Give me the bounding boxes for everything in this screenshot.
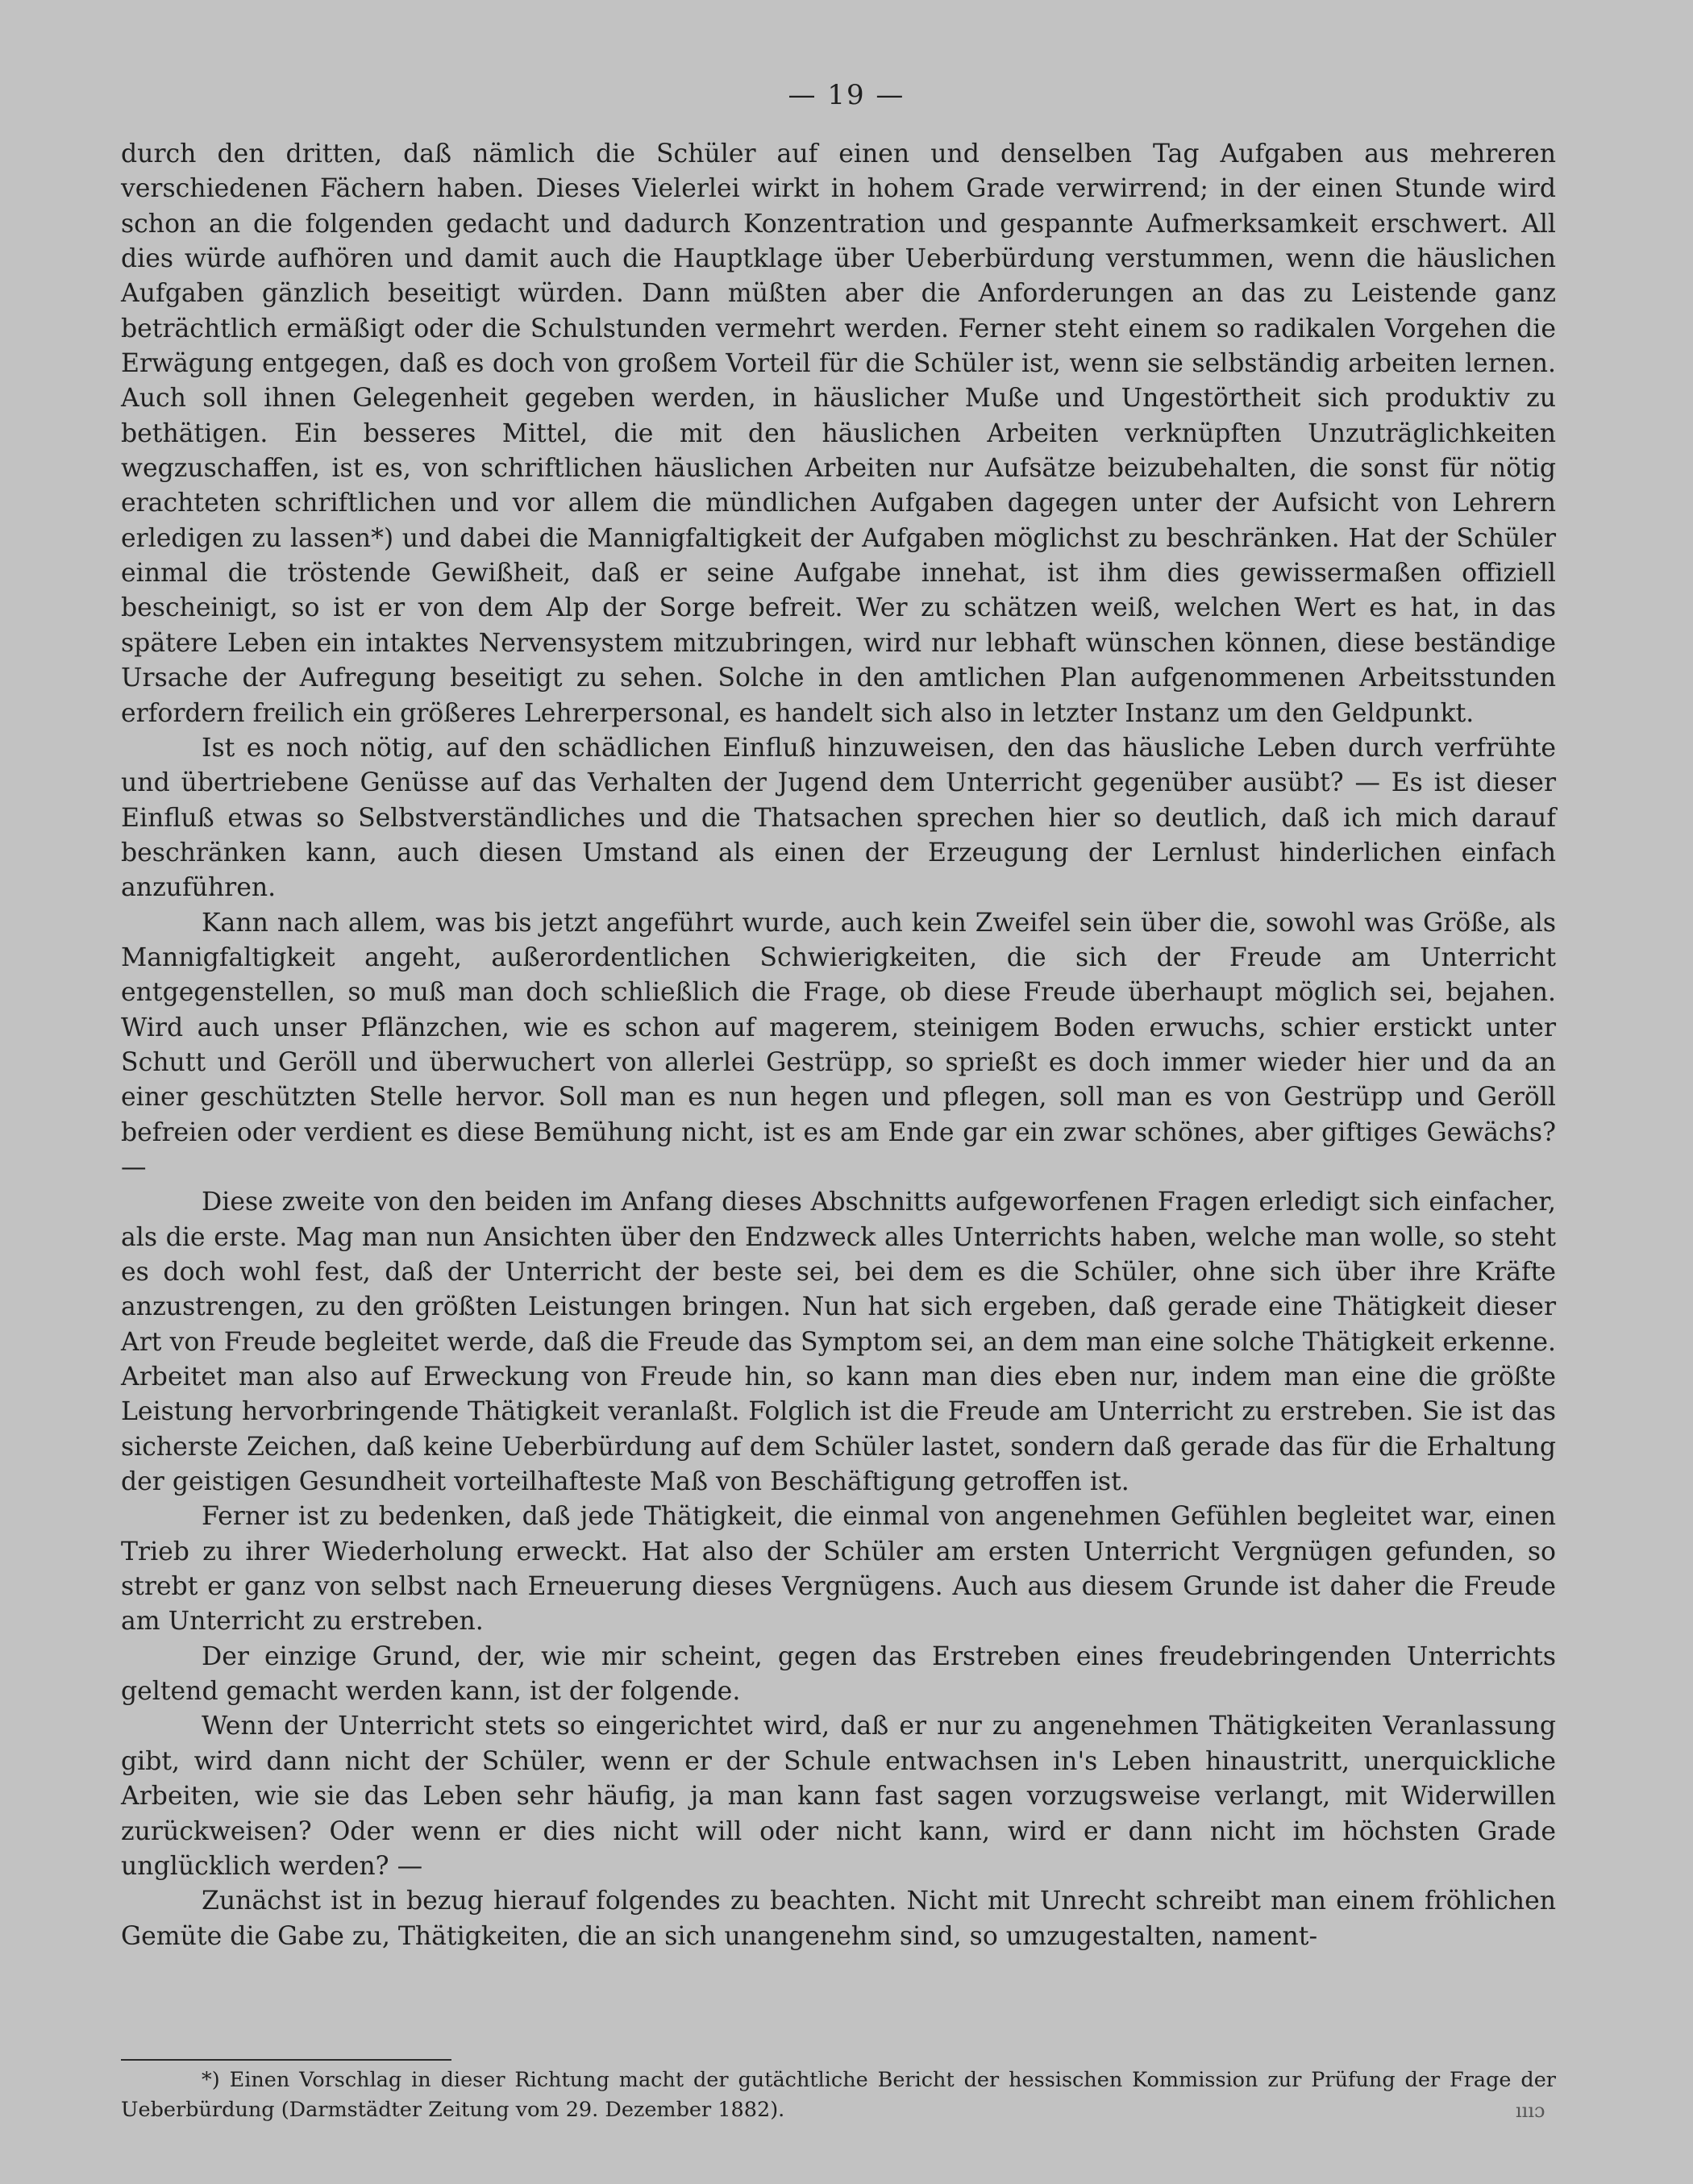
- paragraph: Kann nach allem, was bis jetzt angeführt wurde, auch kein Zweifel sein über die, sowohl was Größe, als Mannigfaltigkeit angeht, außerordentlichen Schwierigkeiten, die sich der Freude am Unterricht entgegenstellen, so muß man doch schließlich die Frage, ob diese Freude überhaupt möglich sei, bejahen. Wird auch unser Pflänzchen, wie es schon auf magerem, steinigem Boden erwuchs, schier erstickt unter Schutt und Geröll und überwuchert von allerlei Gestrüpp, so sprießt es doch immer wieder hier und da an einer geschützten Stelle hervor. Soll man es nun hegen und pflegen, soll man es von Gestrüpp und Geröll befreien oder verdient es diese Bemühung nicht, ist es am Ende gar ein zwar schönes, aber giftiges Gewächs? —: [121, 908, 1556, 1182]
- footnote-divider: [121, 2059, 451, 2061]
- paragraph: Wenn der Unterricht stets so eingerichtet wird, daß er nur zu angenehmen Thätigkeiten Veranlassung gibt, wird dann nicht der Schüler, wenn er der Schule entwachsen in's Leben hinaustritt, unerquickliche Arbeiten, wie sie das Leben sehr häufig, ja man kann fast sagen vorzugsweise verlangt, mit Widerwillen zurückweisen? Oder wenn er dies nicht will oder nicht kann, wird er dann nicht im höchsten Grade unglücklich werden? —: [121, 1712, 1556, 1881]
- paragraph: Der einzige Grund, der, wie mir scheint, gegen das Erstreben eines freudebringenden Unterrichts geltend gemacht werden kann, ist der folgende.: [121, 1641, 1556, 1707]
- body-text: [121, 137, 1556, 1954]
- footnote: [121, 2065, 1556, 2125]
- page-number: — 19 —: [788, 79, 905, 111]
- footnote-text: *) Einen Vorschlag in dieser Richtung macht der gutächtliche Bericht der hessischen Kommission zur Prüfung der Frage der Ueberbürdung (Darmstädter Zeitung vom 29. Dezember 1882).: [121, 2068, 1556, 2122]
- paragraph: Ferner ist zu bedenken, daß jede Thätigkeit, die einmal von angenehmen Gefühlen begleitet war, einen Trieb zu ihrer Wiederholung erweckt. Hat also der Schüler am ersten Unterricht Vergnügen gefunden, so strebt er ganz von selbst nach Erneuerung dieses Vergnügens. Auch aus diesem Grunde ist daher die Freude am Unterricht zu erstreben.: [121, 1502, 1556, 1637]
- paragraph: durch den dritten, daß nämlich die Schüler auf einen und denselben Tag Aufgaben aus mehreren verschiedenen Fächern haben. Dieses Vielerlei wirkt in hohem Grade verwirrend; in der einen Stunde wird schon an die folgenden gedacht und dadurch Konzentration und gespannte Aufmerksamkeit erschwert. All dies würde aufhören und damit auch die Hauptklage über Ueberbürdung verstummen, wenn die häuslichen Aufgaben gänzlich beseitigt würden. Dann müßten aber die Anforderungen an das zu Leistende ganz beträchtlich ermäßigt oder die Schulstunden vermehrt werden. Ferner steht einem so radikalen Vorgehen die Erwägung entgegen, daß es doch von großem Vorteil für die Schüler ist, wenn sie selbständig arbeiten lernen. Auch soll ihnen Gelegenheit gegeben werden, in häuslicher Muße und Ungestörtheit sich produktiv zu bethätigen. Ein besseres Mittel, die mit den häuslichen Arbeiten verknüpften Unzuträglichkeiten wegzuschaffen, ist es, von schriftlichen häuslichen Arbeiten nur Aufsätze beizubehalten, die sonst für nötig erachteten schriftlichen und vor allem die mündlichen Aufgaben dagegen unter der Aufsicht von Lehrern erledigen zu lassen*) und dabei die Mannigfaltigkeit der Aufgaben möglichst zu beschränken. Hat der Schüler einmal die tröstende Gewißheit, daß er seine Aufgabe innehat, ist ihm dies gewissermaßen offiziell bescheinigt, so ist er von dem Alp der Sorge befreit. Wer zu schätzen weiß, welchen Wert es hat, in das spätere Leben ein intaktes Nervensystem mitzubringen, wird nur lebhaft wünschen können, diese beständige Ursache der Aufregung beseitigt zu sehen. Solche in den amtlichen Plan aufgenommenen Arbeitsstunden erfordern freilich ein größeres Lehrerpersonal, es handelt sich also in letzter Instanz um den Geldpunkt.: [121, 139, 1556, 728]
- paragraph: Zunächst ist in bezug hierauf folgendes zu beachten. Nicht mit Unrecht schreibt man einem fröhlichen Gemüte die Gabe zu, Thätigkeiten, die an sich unangenehm sind, so umzugestalten, nament-: [121, 1887, 1556, 1951]
- corner-mark: ıııɔ: [1516, 2099, 1545, 2122]
- paragraph: Ist es noch nötig, auf den schädlichen Einfluß hinzuweisen, den das häusliche Leben durch verfrühte und übertriebene Genüsse auf das Verhalten der Jugend dem Unterricht gegenüber ausübt? — Es ist dieser Einfluß etwas so Selbstverständliches und die Thatsachen sprechen hier so deutlich, daß ich mich darauf beschränken kann, auch diesen Umstand als einen der Erzeugung der Lernlust hinderlichen einfach anzuführen.: [121, 733, 1556, 903]
- paragraph: Diese zweite von den beiden im Anfang dieses Abschnitts aufgeworfenen Fragen erledigt sich einfacher, als die erste. Mag man nun Ansichten über den Endzweck alles Unterrichts haben, welche man wolle, so steht es doch wohl fest, daß der Unterricht der beste sei, bei dem es die Schüler, ohne sich über ihre Kräfte anzustrengen, zu den größten Leistungen bringen. Nun hat sich ergeben, daß gerade eine Thätigkeit dieser Art von Freude begleitet werde, daß die Freude das Symptom sei, an dem man eine solche Thätigkeit erkenne. Arbeitet man also auf Erweckung von Freude hin, so kann man dies eben nur, indem man eine die größte Leistung hervorbringende Thätigkeit veranlaßt. Folglich ist die Freude am Unterricht zu erstreben. Sie ist das sicherste Zeichen, daß keine Ueberbürdung auf dem Schüler lastet, sondern daß gerade das für die Erhaltung der geistigen Gesundheit vorteilhafteste Maß von Beschäftigung getroffen ist.: [121, 1188, 1556, 1497]
